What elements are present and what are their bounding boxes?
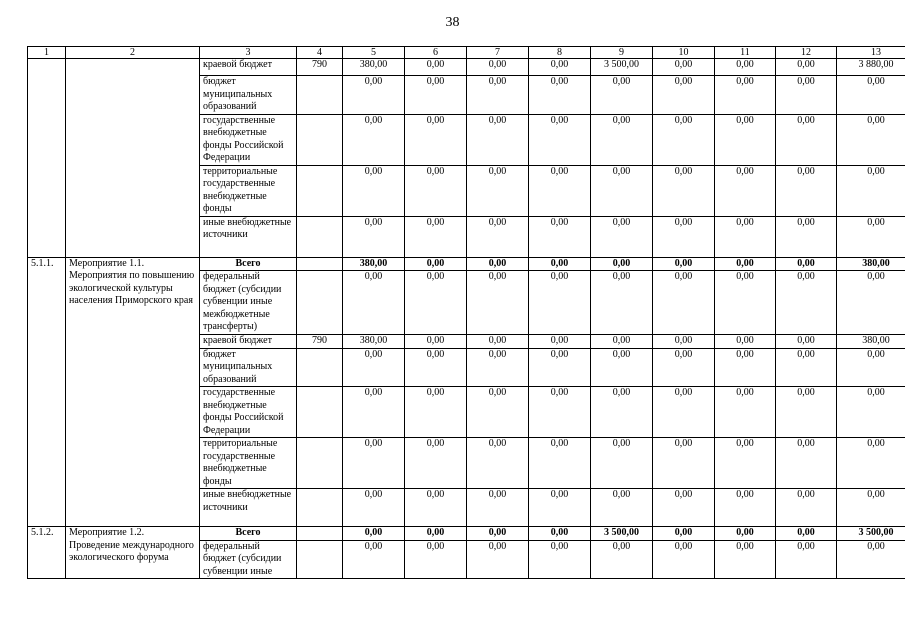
amount-cell: 0,00 bbox=[653, 489, 715, 527]
column-header: 5 bbox=[343, 47, 405, 59]
amount-cell: 0,00 bbox=[529, 216, 591, 257]
column-header: 2 bbox=[66, 47, 200, 59]
funding-source: федеральный бюджет (субсидии субвенции иные bbox=[200, 540, 297, 579]
amount-cell: 0,00 bbox=[529, 540, 591, 579]
column-header: 8 bbox=[529, 47, 591, 59]
amount-cell: 0,00 bbox=[837, 76, 905, 115]
amount-cell: 0,00 bbox=[776, 387, 837, 438]
amount-cell: 0,00 bbox=[837, 387, 905, 438]
column-header: 1 bbox=[28, 47, 66, 59]
amount-cell: 0,00 bbox=[715, 59, 776, 76]
amount-cell: 0,00 bbox=[343, 348, 405, 387]
amount-cell: 0,00 bbox=[467, 216, 529, 257]
amount-cell: 0,00 bbox=[715, 76, 776, 115]
funding-source: бюджет муниципальных образований bbox=[200, 76, 297, 115]
amount-cell: 3 500,00 bbox=[591, 59, 653, 76]
table-row bbox=[28, 59, 905, 76]
amount-cell: 0,00 bbox=[715, 348, 776, 387]
amount-cell: 0,00 bbox=[776, 257, 837, 271]
amount-cell: 0,00 bbox=[405, 114, 467, 165]
amount-cell: 0,00 bbox=[467, 114, 529, 165]
budget-code bbox=[297, 271, 343, 335]
amount-cell: 0,00 bbox=[529, 387, 591, 438]
funding-source: федеральный бюджет (субсидии субвенции иные межбюджетные трансферты) bbox=[200, 271, 297, 335]
budget-code: 790 bbox=[297, 59, 343, 76]
amount-cell: 0,00 bbox=[591, 335, 653, 349]
amount-cell: 0,00 bbox=[715, 114, 776, 165]
amount-cell: 0,00 bbox=[467, 76, 529, 115]
measure-code: 5.1.1. bbox=[28, 257, 66, 527]
budget-code bbox=[297, 165, 343, 216]
amount-cell: 0,00 bbox=[776, 165, 837, 216]
amount-cell: 0,00 bbox=[467, 527, 529, 541]
column-header: 4 bbox=[297, 47, 343, 59]
budget-code bbox=[297, 527, 343, 541]
amount-cell: 0,00 bbox=[467, 59, 529, 76]
amount-cell: 0,00 bbox=[837, 114, 905, 165]
funding-source: иные внебюджетные источники bbox=[200, 216, 297, 257]
amount-cell: 0,00 bbox=[529, 76, 591, 115]
amount-cell: 0,00 bbox=[343, 489, 405, 527]
amount-cell: 0,00 bbox=[591, 271, 653, 335]
funding-source: территориальные государственные внебюджетные фонды bbox=[200, 438, 297, 489]
amount-cell: 0,00 bbox=[776, 271, 837, 335]
amount-cell: 0,00 bbox=[343, 271, 405, 335]
measure-description: Мероприятие 1.1. Мероприятия по повышению экологической культуры населения Приморского края bbox=[66, 257, 200, 527]
amount-cell: 0,00 bbox=[591, 257, 653, 271]
amount-cell: 0,00 bbox=[467, 271, 529, 335]
amount-cell: 0,00 bbox=[529, 348, 591, 387]
amount-cell: 0,00 bbox=[467, 335, 529, 349]
amount-cell: 0,00 bbox=[715, 540, 776, 579]
funding-source: иные внебюджетные источники bbox=[200, 489, 297, 527]
amount-cell: 0,00 bbox=[715, 438, 776, 489]
measure-code bbox=[28, 59, 66, 258]
amount-cell: 0,00 bbox=[343, 527, 405, 541]
amount-cell: 0,00 bbox=[591, 540, 653, 579]
amount-cell: 0,00 bbox=[653, 216, 715, 257]
amount-cell: 0,00 bbox=[653, 348, 715, 387]
amount-cell: 0,00 bbox=[776, 540, 837, 579]
amount-cell: 0,00 bbox=[591, 165, 653, 216]
amount-cell: 380,00 bbox=[837, 335, 905, 349]
amount-cell: 0,00 bbox=[529, 59, 591, 76]
budget-table bbox=[27, 46, 905, 579]
amount-cell: 0,00 bbox=[591, 216, 653, 257]
amount-cell: 0,00 bbox=[715, 165, 776, 216]
amount-cell: 0,00 bbox=[715, 257, 776, 271]
amount-cell: 0,00 bbox=[591, 438, 653, 489]
amount-cell: 0,00 bbox=[715, 335, 776, 349]
funding-source: Всего bbox=[200, 527, 297, 541]
amount-cell: 0,00 bbox=[343, 165, 405, 216]
amount-cell: 0,00 bbox=[529, 165, 591, 216]
amount-cell: 0,00 bbox=[405, 387, 467, 438]
amount-cell: 0,00 bbox=[529, 257, 591, 271]
amount-cell: 0,00 bbox=[653, 114, 715, 165]
amount-cell: 0,00 bbox=[653, 387, 715, 438]
amount-cell: 0,00 bbox=[776, 76, 837, 115]
amount-cell: 0,00 bbox=[776, 527, 837, 541]
amount-cell: 0,00 bbox=[653, 59, 715, 76]
amount-cell: 0,00 bbox=[837, 271, 905, 335]
amount-cell: 0,00 bbox=[405, 257, 467, 271]
amount-cell: 0,00 bbox=[405, 540, 467, 579]
budget-code bbox=[297, 114, 343, 165]
amount-cell: 0,00 bbox=[467, 348, 529, 387]
amount-cell: 0,00 bbox=[343, 387, 405, 438]
amount-cell: 0,00 bbox=[776, 348, 837, 387]
amount-cell: 0,00 bbox=[837, 540, 905, 579]
amount-cell: 0,00 bbox=[529, 271, 591, 335]
amount-cell: 3 880,00 bbox=[837, 59, 905, 76]
budget-code bbox=[297, 489, 343, 527]
amount-cell: 0,00 bbox=[343, 114, 405, 165]
budget-code bbox=[297, 348, 343, 387]
column-header: 7 bbox=[467, 47, 529, 59]
amount-cell: 0,00 bbox=[343, 438, 405, 489]
amount-cell: 0,00 bbox=[837, 216, 905, 257]
amount-cell: 0,00 bbox=[529, 438, 591, 489]
amount-cell: 0,00 bbox=[467, 438, 529, 489]
amount-cell: 0,00 bbox=[591, 387, 653, 438]
measure-description bbox=[66, 59, 200, 258]
amount-cell: 0,00 bbox=[405, 348, 467, 387]
amount-cell: 0,00 bbox=[837, 489, 905, 527]
amount-cell: 0,00 bbox=[405, 438, 467, 489]
amount-cell: 0,00 bbox=[467, 489, 529, 527]
funding-source: государственные внебюджетные фонды Российской Федерации bbox=[200, 387, 297, 438]
funding-source: краевой бюджет bbox=[200, 335, 297, 349]
amount-cell: 0,00 bbox=[715, 216, 776, 257]
amount-cell: 0,00 bbox=[467, 540, 529, 579]
amount-cell: 3 500,00 bbox=[591, 527, 653, 541]
amount-cell: 0,00 bbox=[653, 335, 715, 349]
table-row bbox=[28, 527, 905, 541]
column-header: 12 bbox=[776, 47, 837, 59]
budget-code bbox=[297, 216, 343, 257]
measure-code: 5.1.2. bbox=[28, 527, 66, 579]
amount-cell: 0,00 bbox=[837, 165, 905, 216]
amount-cell: 0,00 bbox=[467, 257, 529, 271]
funding-source: бюджет муниципальных образований bbox=[200, 348, 297, 387]
amount-cell: 0,00 bbox=[653, 165, 715, 216]
budget-code bbox=[297, 540, 343, 579]
measure-description: Мероприятие 1.2. Проведение международного экологического форума bbox=[66, 527, 200, 579]
funding-source: территориальные государственные внебюджетные фонды bbox=[200, 165, 297, 216]
amount-cell: 0,00 bbox=[837, 438, 905, 489]
amount-cell: 0,00 bbox=[715, 387, 776, 438]
amount-cell: 0,00 bbox=[529, 335, 591, 349]
amount-cell: 0,00 bbox=[776, 335, 837, 349]
amount-cell: 0,00 bbox=[343, 540, 405, 579]
amount-cell: 380,00 bbox=[837, 257, 905, 271]
amount-cell: 380,00 bbox=[343, 257, 405, 271]
amount-cell: 0,00 bbox=[715, 489, 776, 527]
amount-cell: 0,00 bbox=[405, 76, 467, 115]
amount-cell: 0,00 bbox=[529, 527, 591, 541]
column-header: 13 bbox=[837, 47, 905, 59]
budget-code bbox=[297, 76, 343, 115]
table-row bbox=[28, 257, 905, 271]
page-number: 38 bbox=[445, 15, 460, 30]
amount-cell: 0,00 bbox=[653, 271, 715, 335]
amount-cell: 0,00 bbox=[653, 540, 715, 579]
budget-code bbox=[297, 438, 343, 489]
amount-cell: 0,00 bbox=[591, 489, 653, 527]
budget-code: 790 bbox=[297, 335, 343, 349]
amount-cell: 0,00 bbox=[343, 216, 405, 257]
column-header: 6 bbox=[405, 47, 467, 59]
amount-cell: 0,00 bbox=[776, 438, 837, 489]
amount-cell: 0,00 bbox=[776, 216, 837, 257]
amount-cell: 0,00 bbox=[405, 59, 467, 76]
amount-cell: 0,00 bbox=[405, 489, 467, 527]
column-header: 11 bbox=[715, 47, 776, 59]
column-header: 10 bbox=[653, 47, 715, 59]
amount-cell: 0,00 bbox=[776, 114, 837, 165]
amount-cell: 0,00 bbox=[776, 489, 837, 527]
amount-cell: 0,00 bbox=[529, 489, 591, 527]
amount-cell: 0,00 bbox=[653, 257, 715, 271]
amount-cell: 0,00 bbox=[653, 76, 715, 115]
amount-cell: 0,00 bbox=[591, 348, 653, 387]
amount-cell: 0,00 bbox=[467, 165, 529, 216]
amount-cell: 0,00 bbox=[529, 114, 591, 165]
funding-source: государственные внебюджетные фонды Российской Федерации bbox=[200, 114, 297, 165]
amount-cell: 0,00 bbox=[467, 387, 529, 438]
column-header: 9 bbox=[591, 47, 653, 59]
budget-code bbox=[297, 387, 343, 438]
amount-cell: 0,00 bbox=[653, 438, 715, 489]
budget-code bbox=[297, 257, 343, 271]
amount-cell: 380,00 bbox=[343, 59, 405, 76]
amount-cell: 0,00 bbox=[405, 216, 467, 257]
column-header: 3 bbox=[200, 47, 297, 59]
amount-cell: 0,00 bbox=[405, 271, 467, 335]
amount-cell: 380,00 bbox=[343, 335, 405, 349]
funding-source: краевой бюджет bbox=[200, 59, 297, 76]
amount-cell: 0,00 bbox=[405, 165, 467, 216]
amount-cell: 3 500,00 bbox=[837, 527, 905, 541]
amount-cell: 0,00 bbox=[591, 76, 653, 115]
amount-cell: 0,00 bbox=[715, 271, 776, 335]
amount-cell: 0,00 bbox=[405, 527, 467, 541]
amount-cell: 0,00 bbox=[776, 59, 837, 76]
column-header-row bbox=[28, 47, 905, 59]
amount-cell: 0,00 bbox=[837, 348, 905, 387]
funding-source: Всего bbox=[200, 257, 297, 271]
amount-cell: 0,00 bbox=[715, 527, 776, 541]
amount-cell: 0,00 bbox=[653, 527, 715, 541]
amount-cell: 0,00 bbox=[591, 114, 653, 165]
amount-cell: 0,00 bbox=[405, 335, 467, 349]
amount-cell: 0,00 bbox=[343, 76, 405, 115]
